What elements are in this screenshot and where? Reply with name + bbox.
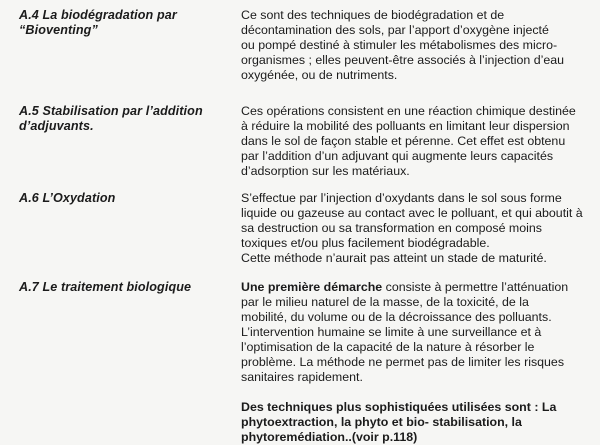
body-line: organismes ; elles peuvent-être associés à l’injection d’eau (241, 53, 565, 67)
body-line: à réduire la mobilité des polluants en limitant leur dispersion (241, 119, 570, 133)
body-line: décontamination des sols, par l’apport d’oxygène injecté (241, 23, 549, 37)
body-line: L’intervention humaine se limite à une surveillance et à (241, 325, 542, 339)
paragraph-gap (241, 385, 590, 400)
body-line: Ces opérations consistent en une réaction chimique destinée (241, 104, 576, 118)
body-text: consiste à permettre l’atténuation (382, 280, 569, 294)
body-line: ou pompé destiné à stimuler les métabolismes des micro- (241, 38, 558, 52)
body-line-bold: Des techniques plus sophistiquées utilisées sont : La (241, 400, 557, 414)
section-heading: A.5 Stabilisation par l’addition d’adjuvants. (19, 104, 203, 133)
section-gap (10, 266, 590, 280)
body-line-bold: phytoremédiation..(voir p.118) (241, 430, 418, 444)
body-line: sa destruction ou sa transformation en composé moins (241, 221, 542, 235)
section-body (232, 280, 590, 445)
section-heading: A.7 Le traitement biologique (19, 280, 192, 294)
section-body (232, 104, 590, 179)
body-line: dans le sol de façon stable et pérenne. Cet effet est obtenu (241, 134, 566, 148)
body-line: Ce sont des techniques de biodégradation et de (241, 8, 505, 22)
body-line: sanitaires rapidement. (241, 370, 363, 384)
body-line (241, 280, 590, 295)
body-line: problème. La méthode ne permet pas de limiter les risques (241, 355, 565, 369)
section-a6 (10, 191, 590, 266)
section-a7 (10, 280, 590, 445)
body-line-bold: phytoextraction, la phyto et bio- stabilisation, la (241, 415, 522, 429)
section-gap (10, 83, 590, 104)
body-line: mobilité, du volume ou de la décroissance des polluants. (241, 310, 552, 324)
body-line: d’adsorption sur les matériaux. (241, 164, 410, 178)
section-gap (10, 179, 590, 191)
body-line: oxygénée, ou de nutriments. (241, 68, 398, 82)
emphasis-text: Une première démarche (241, 280, 383, 294)
body-line: l’optimisation de la capacité de la nature à résorber le (241, 340, 535, 354)
body-line: toxiques et/ou plus facilement biodégradable. (241, 236, 490, 250)
body-line: par le milieu naturel de la masse, de la toxicité, de la (241, 295, 529, 309)
section-a5 (10, 104, 590, 179)
section-a4 (10, 8, 590, 83)
section-body (232, 8, 590, 83)
section-body (232, 191, 590, 266)
body-line: S’effectue par l’injection d’oxydants dans le sol sous forme (241, 191, 562, 205)
body-line: par l’addition d’un adjuvant qui augmente leurs capacités (241, 149, 554, 163)
section-heading: A.4 La biodégradation par “Bioventing” (19, 8, 177, 37)
body-line: Cette méthode n’aurait pas atteint un stade de maturité. (241, 251, 547, 265)
section-heading: A.6 L’Oxydation (19, 191, 116, 205)
body-line: liquide ou gazeuse au contact avec le polluant, et qui aboutit à (241, 206, 583, 220)
